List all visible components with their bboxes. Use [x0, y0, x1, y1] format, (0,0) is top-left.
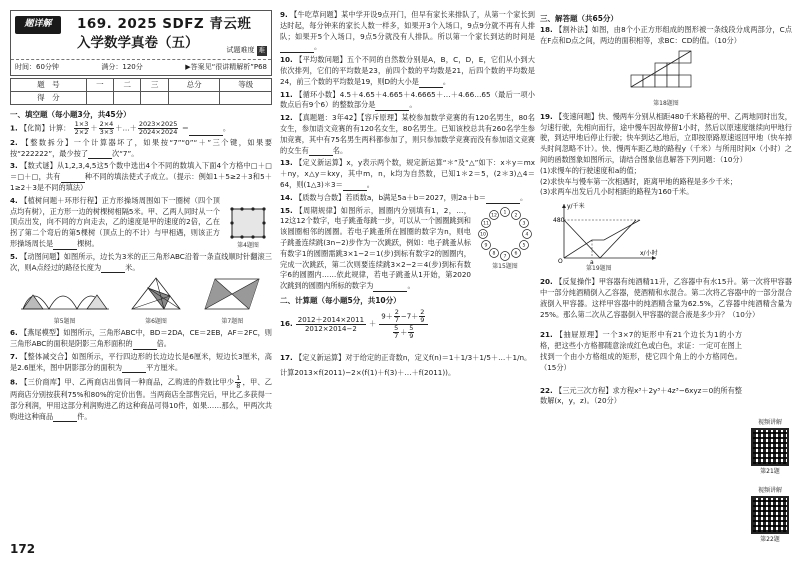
question-number: 12. [280, 113, 293, 123]
figure-caption: 第7题图 [221, 318, 244, 326]
circles-ring-diagram [477, 206, 533, 262]
question-text: 【变速问题】快、慢两车分别从相距480千米路程的甲、乙两地同时出发，匀速行驶，先相向而行，途中慢车因故停留1小时，然后以原速度继续向甲地行驶，到达甲地后停止行驶；快车到达乙地后，立即按原路原速返回甲地（快车掉头时间忽略不计）。快、慢两车距乙地的路程y（千米）与所用时间x（小时）之间的函数图象如图所示，请结合图象信息解答下列问题：（10分） [540, 111, 792, 165]
cell: 得 分 [11, 92, 87, 105]
figure-15 [475, 206, 535, 292]
question-text: 米。 [125, 262, 140, 272]
svg-text:10: 10 [480, 232, 486, 238]
question-number: 5. [10, 251, 18, 261]
score-table [10, 78, 272, 105]
cell: 三 [141, 79, 168, 92]
rolling-triangle-diagram [19, 279, 111, 313]
question-text: 【割补法】如图，由8个小正方形组成的图形被一条线段分成两部分，C点在F点和D点之间，两边的面积相等，求BC：CD的值。（10分） [540, 25, 792, 46]
figure-caption: 第19题图 [586, 265, 612, 273]
question-text: 。 [407, 281, 415, 291]
fraction: $\frac{1}{8}$ [236, 374, 241, 391]
question-6 [10, 328, 272, 350]
figure-5 [19, 279, 111, 326]
figure-4 [224, 196, 272, 250]
question-text: 【质数与合数】若质数a，b满足5a＋b＝2027，则2a＋b＝ [295, 192, 486, 202]
exam-meta [11, 59, 271, 75]
answer-reference: ▶答案见“很讲精解析”P68 [185, 63, 267, 71]
fraction: $\frac{5}{7}$ [394, 323, 399, 340]
answer-blank[interactable] [343, 183, 367, 191]
question-text: 【真题题：3年42】【容斥原理】某校参加数学竞赛的有120名男生，80名女生，参加语文竞赛的有120名女生，80名男生。已知该校总共有260名学生参加竞赛，其中有75名男生两科都参加了，则只参加数学竞赛而没有参加语文竞赛的女生有 [280, 113, 535, 155]
answer-blank[interactable] [122, 365, 146, 373]
question-text: 名。 [332, 145, 348, 155]
question-text: 计算2013×f(2011)−2×(f(1)＋f(3)＋…＋f(2011))。 [280, 368, 456, 378]
question-21 [540, 330, 792, 373]
svg-text:6: 6 [514, 251, 518, 257]
middle-column [280, 10, 535, 381]
left-column [10, 10, 272, 424]
question-text: 【三价商库】甲、乙两商店出售同一种商品，乙购进的件数比甲少 [20, 377, 235, 387]
title-line-2: 入学数学真卷（五） [77, 35, 199, 51]
score-cell[interactable] [114, 92, 141, 105]
cell: 二 [114, 79, 141, 92]
question-1: 1. 【化简】计算： $\frac{1\times 3}{2\times 2}$ ＋ $\frac{2\times 4}{3\times 3}$ ＋…＋ $\frac{2023\times 2025}{2024\times 2024}$ ＝ 。 [10, 120, 231, 137]
sub-question: (2)求快车与慢车第一次相遇时，距离甲地的路程是多少千米； [540, 176, 738, 186]
question-number: 1. [10, 123, 18, 133]
answer-blank[interactable] [101, 265, 125, 273]
score-cell[interactable] [168, 92, 220, 105]
fraction: $\frac{2\times 4}{3\times 3}$ [99, 120, 114, 137]
question-text: 【抽屉原理】一个3×7的矩形中有21个边长为1的小方格，把这些小方格都随意涂成红色或白色，求证：一定可在图上找到一个由小方格组成的矩形，使它四个角上的小方格同色。（15分） [540, 330, 743, 372]
cell: 总分 [168, 79, 220, 92]
question-text: 。 [222, 123, 231, 133]
svg-text:12: 12 [491, 213, 497, 219]
svg-text:7: 7 [503, 254, 507, 260]
question-2 [10, 138, 272, 160]
fraction: $\frac{2}{7}$ [394, 308, 399, 324]
question-12 [280, 113, 535, 156]
question-text: 【牛吃草问题】某中学开设9点开门，但早有家长来排队了，从第一个家长到达时起，每分钟来的家长人数一样多，如果开3个入场口，9点9分就不再有人排队；如果开5个入场口，9点5分就没有人排队。所以第一个家长到达的时间是 [280, 10, 535, 41]
question-text: 【反复操作】甲容器有纯酒精11升，乙容器中有水15升。第一次将甲容器中一部分纯酒精倒入乙容器，使酒精和水混合。第二次将乙容器中的一部分混合液倒入甲容器。这样甲容器中的纯酒精含量为62.5%，乙容器中纯酒精含量为25%。那么第二次从乙容器倒入甲容器的混合液是多少升？（10分） [540, 277, 792, 319]
question-text: 【植树问题＋环形行程】正方形操场周围如下一圈树（四个顶点均有树），正方形一边的树棵树相隔5米。甲、乙两人同时从一个顶点出发，向不同的方向走去，乙的速度是甲的速度的2倍，乙在拐了第二个弯后的第5棵树（顶点上的不计）与甲相遇，则该正方形操场周长是 [10, 195, 220, 249]
answer-blank[interactable] [309, 148, 333, 156]
question-number: 10. [280, 55, 293, 65]
question-number: 2. [10, 137, 18, 147]
question-number: 15. [280, 205, 293, 215]
question-text: 。 [366, 179, 374, 189]
qr-label-top: 视频讲解 [757, 419, 782, 426]
y-axis-label: y/千米 [567, 203, 585, 211]
answer-blank[interactable] [375, 103, 409, 111]
question-text: 【燕尾模型】如图所示，三角形ABC中，BD＝2DA，CE＝2EB，AF＝2FC，则三角形ABC的面积是阴影三角形面积的 [10, 328, 272, 349]
logo: 题详解 [15, 16, 61, 34]
question-number: 6. [10, 328, 18, 338]
question-text: 。 [519, 192, 528, 202]
question-17-calc [280, 368, 535, 379]
question-number: 16. [280, 318, 293, 328]
cell: 一 [86, 79, 113, 92]
answer-blank[interactable] [189, 128, 223, 136]
fraction [379, 309, 428, 339]
figure-19 [550, 200, 792, 273]
section-title: 一、填空题（每小题3分，共45分） [10, 110, 131, 119]
question-text: 平方厘米。 [146, 362, 183, 372]
score-table-header [11, 79, 272, 92]
question-number: 21. [540, 330, 553, 340]
operator: ＋ [369, 318, 377, 328]
fraction: $\frac{5}{9}$ [409, 323, 414, 340]
question-text: 【定义新运算】对于给定的正奇数n，定义f(n)＝1＋1/3＋1/5＋…＋1/n。 [295, 353, 532, 363]
question-text: 【化简】计算： [20, 123, 71, 133]
triangle-shaded-diagram [128, 275, 184, 313]
fraction [296, 316, 366, 333]
svg-text:2: 2 [514, 213, 518, 219]
question-text: 。 [314, 42, 322, 52]
question-text: 【三元三次方程】求方程x³＋2y³＋4z³−6xyz＝0的所有整数解(x，y，z)。（20分） [540, 385, 742, 406]
question-text: 种不同的填法使式子成立。（提示：例如1＋5≥2＋3和5＋1≥2＋3是不同的填法） [10, 172, 272, 193]
title-line-1: 169. 2025 SDFZ 青云班 [77, 16, 252, 32]
question-4 [10, 196, 272, 250]
answer-blank[interactable] [373, 284, 407, 292]
score-cell[interactable] [86, 92, 113, 105]
y-tick-label: 480 [553, 217, 565, 225]
square-field-diagram [228, 205, 268, 241]
question-3 [10, 161, 272, 193]
question-11 [280, 90, 535, 112]
fraction: $\frac{2}{9}$ [420, 308, 425, 324]
figures-5-7 [10, 275, 272, 326]
question-number: 3. [10, 161, 18, 171]
question-text: 倍。 [156, 339, 171, 349]
question-10 [280, 55, 535, 87]
question-number: 11. [280, 89, 293, 99]
question-9 [280, 10, 535, 53]
figure-caption: 第6题图 [145, 318, 167, 326]
figure-6 [128, 275, 184, 326]
answer-blank[interactable] [486, 196, 520, 204]
question-number: 14. [280, 192, 293, 202]
question-20 [540, 277, 792, 320]
question-text: ，甲、乙两商店分别按获利75%和80%的定价出售。当两商店全部售完后，甲比乙多获得一部分利润，甲用这部分利润购进乙的这种商品可得10件，如果……那么，甲两次共购进这种商品 [10, 377, 272, 421]
score-cell[interactable] [220, 92, 272, 105]
svg-text:4: 4 [525, 232, 529, 238]
svg-text:11: 11 [483, 221, 489, 227]
question-text: 【动图问题】如图所示，边长为3米的正三角形ABC沿着一条直线顺时针翻滚三次，则A点经过的路径长度为 [10, 251, 272, 272]
score-table-row [11, 92, 272, 105]
qr-code-21[interactable] [751, 428, 789, 466]
question-number: 18. [540, 25, 553, 35]
difficulty-label: 试题难度 [226, 46, 255, 54]
question-14 [280, 193, 535, 204]
question-13 [280, 158, 535, 190]
numerator: 2012＋2014×2011 [297, 315, 365, 324]
numerator: 9＋ $\frac{2}{7}$ −7＋ $\frac{2}{9}$ [379, 309, 428, 325]
question-text: 件。 [77, 411, 92, 421]
question-8 [10, 375, 272, 422]
answer-blank[interactable] [133, 342, 157, 350]
question-text: 【周期规律】如图所示，圆圈内分别填有1，2，…，12这12个数字，电子跳蚤每跳一步，可以从一个圆圈跳到和该圆圈相邻的圆圈。若电子跳蚤所在圆圈的数字为n，则电子跳蚤连续跳(3n−2)步作为一次跳跃，例如：电子跳蚤从标有数字1的圆圈需跳3×1−2＝1(步)到标有数字2的圆圈内，完成一次跳跃，第二次则要连续跳3×2−2＝4(步)到标有数字6的圆圈内……依此规律，若电子跳蚤从1开始，第2020次跳到的圆圈内所标的数字为 [280, 205, 471, 291]
question-text: 。 [442, 76, 451, 86]
svg-text:9: 9 [484, 243, 488, 249]
answer-blank[interactable] [53, 242, 77, 250]
origin-label: O [558, 258, 563, 265]
qr-label: 第22题 [760, 536, 780, 543]
denominator: $\frac{5}{7}$ ＋ $\frac{5}{9}$ [394, 323, 414, 340]
svg-text:8: 8 [492, 251, 496, 257]
question-text: 【数式谜】从1,2,3,4,5这5个数中选出4个不同的数填入下面4个方格中□＋□＝□＋□，共有 [10, 161, 272, 182]
question-text: 棵树。 [77, 239, 99, 249]
cell: 题 号 [11, 79, 87, 92]
figure-caption: 第18题图 [653, 99, 679, 107]
difficulty [227, 45, 268, 56]
right-column [540, 10, 792, 409]
question-text: 【整数拆分】一个计算器坏了，如果按“7”“0”“＋”三个键，如果要按“222222”，最少按了 [10, 137, 272, 158]
figure-18 [540, 49, 792, 108]
question-text: 。 [409, 100, 417, 110]
answer-blank[interactable] [53, 414, 77, 422]
squares-cut-diagram [621, 49, 711, 99]
fraction: $\frac{2023\times 2025}{2024\times 2024}$ [138, 120, 178, 137]
question-22 [540, 386, 792, 408]
exam-header [10, 10, 272, 76]
figure-7 [201, 275, 263, 326]
parallelogram-diagram [201, 275, 263, 313]
question-number: 22. [540, 385, 553, 395]
question-text: ＝ [181, 123, 189, 133]
section-title: 二、计算题（每小题5分，共10分） [280, 295, 401, 305]
difficulty-badge: 难 [258, 46, 265, 54]
question-number: 9. [280, 10, 288, 19]
time-limit: 时间：60分钟 [15, 63, 59, 71]
svg-text:3: 3 [522, 221, 526, 227]
question-text: 【定义新运算】x，y表示两个数，规定新运算“＊”及“△”如下：x＊y＝mx＋ny，x△y＝kxy，其中m，n，k均为自然数，已知1＊2＝5，(2＊3)△4＝64，则(1△3)＊3＝ [280, 158, 535, 189]
question-19 [540, 112, 792, 198]
page-number: 172 [10, 542, 36, 556]
question-number: 13. [280, 158, 293, 168]
figure-caption: 第5题图 [53, 318, 76, 326]
full-score: 满分：120分 [101, 63, 143, 71]
denominator: 2012×2014−2 [304, 324, 357, 333]
question-number: 4. [10, 195, 18, 205]
x-axis-label: x/小时 [640, 250, 658, 258]
cell: 等级 [220, 79, 272, 92]
answer-blank[interactable] [419, 80, 443, 88]
question-15 [280, 206, 535, 292]
question-17 [280, 353, 535, 364]
question-text: 【整体减交合】如图所示，平行四边形的长边边长是6厘米，短边长3厘米，高是2.6厘米，图中阴影部分的面积为 [10, 351, 272, 372]
score-cell[interactable] [141, 92, 168, 105]
question-18 [540, 25, 792, 47]
distance-time-graph [550, 200, 660, 264]
question-number: 20. [540, 277, 553, 287]
num: 9 [381, 312, 386, 321]
question-16 [280, 309, 535, 339]
question-number: 19. [540, 111, 553, 121]
question-text: 【循环小数】4.5＋4.65＋4.665＋4.6665＋…＋4.66…65（最后一项小数点后有9个6）的整数部分是 [280, 89, 535, 110]
question-7 [10, 352, 272, 374]
sub-question: (3)求两车出发后几小时相距的路程为160千米。 [540, 187, 694, 197]
section-title: 三、解答题（共65分） [540, 14, 618, 23]
sub-question: (1)求慢车的行驶速度和a的值； [540, 165, 641, 175]
question-number: 17. [280, 353, 293, 363]
a-label: a [590, 259, 594, 265]
qr-code-22[interactable] [751, 496, 789, 534]
svg-text:5: 5 [522, 243, 526, 249]
svg-text:1: 1 [503, 210, 507, 216]
question-number: 7. [10, 351, 18, 361]
question-text: 【平均数问题】五个不同的自然数分别是A，B，C，D，E，它们从小到大依次排列，它们的平均数是23，前四个数的平均数是21，后四个数的平均数是24，前三个数的平均数是19，则D的大小是 [280, 55, 535, 86]
num: 7 [406, 312, 412, 321]
answer-blank[interactable] [88, 151, 112, 159]
answer-blank[interactable] [61, 175, 85, 183]
question-5 [10, 252, 272, 274]
question-text: 次“7”。 [112, 148, 139, 158]
figure-caption: 第15题图 [492, 262, 518, 270]
question-number: 8. [10, 377, 18, 387]
fraction: $\frac{1\times 3}{2\times 2}$ [74, 120, 89, 137]
answer-blank[interactable] [280, 45, 314, 53]
qr-label: 第21题 [760, 468, 780, 475]
qr-label-top: 视频讲解 [757, 487, 782, 494]
figure-caption: 第4题图 [237, 241, 259, 249]
